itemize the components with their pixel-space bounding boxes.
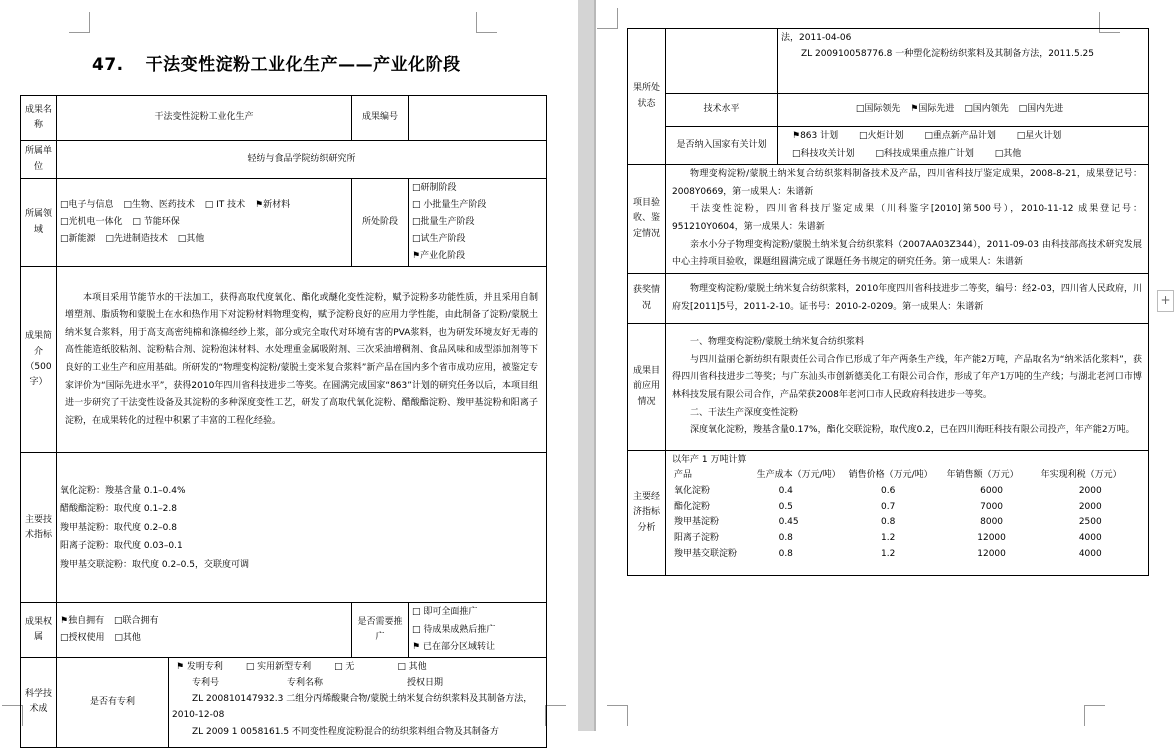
- econ-product: 氧化淀粉: [674, 485, 711, 496]
- rights-label: 成果权属: [21, 603, 57, 657]
- econ-sales: 8000: [980, 517, 1004, 528]
- tech-level-option[interactable]: □国内领先: [964, 104, 1009, 115]
- patent-entry: ZL 200910058776.8 一种塑化淀粉纺织浆料及其制备方法，2011.5.25: [801, 49, 1095, 60]
- achievement-table-left: [20, 95, 547, 748]
- econ-product: 酯化淀粉: [674, 501, 711, 512]
- econ-tax: 2500: [1078, 517, 1102, 528]
- econ-sales: 7000: [980, 501, 1004, 512]
- field-options: [57, 179, 352, 267]
- rights-options: [57, 603, 352, 657]
- award-text: 物理变构淀粉/蒙脱土纳米复合纺织浆料，2010年度四川省科技进步二等奖，编号：经2-03，四川省人民政府，川府发[2011]5号，2011-2-10。证书号：2010-2-0209。第一成果人：朱谱新: [666, 274, 1149, 324]
- econ-cost: 0.4: [778, 485, 793, 496]
- econ-tax: 2000: [1078, 485, 1102, 496]
- achievement-table-right: [627, 28, 1149, 576]
- econ-tax: 2000: [1078, 501, 1102, 512]
- sci-label: 科学技术成: [21, 657, 57, 747]
- patent-types: [172, 659, 543, 675]
- document-page-right: [596, 0, 1175, 731]
- crop-mark: [1084, 705, 1105, 726]
- stage-option[interactable]: □试生产阶段: [412, 234, 466, 245]
- stage-label: 所处阶段: [352, 179, 409, 267]
- econ-product: 羧甲基交联淀粉: [674, 548, 738, 559]
- plan-option[interactable]: □其他: [994, 148, 1022, 159]
- econ-price: 1.2: [881, 548, 896, 559]
- rights-option[interactable]: □联合拥有: [113, 616, 159, 627]
- stage-option[interactable]: □ 小批量生产阶段: [412, 200, 487, 211]
- verify-item: 亲水小分子物理变构淀粉/蒙脱土纳米复合纺织浆料（2007AA03Z344），2011-09-03 由科技部高技术研究发展中心主持项目验收，课题组圆满完成了课题任务书规定的研究任务。第一成果人：朱谱新: [672, 239, 1142, 268]
- econ-price: 0.6: [881, 485, 896, 496]
- econ-note: 以年产 1 万吨计算: [672, 455, 747, 465]
- field-option[interactable]: □ IT 技术: [204, 200, 246, 211]
- econ-sales: 12000: [977, 533, 1006, 544]
- tech-level-option[interactable]: □国内先进: [1018, 104, 1064, 115]
- crop-mark: [476, 12, 497, 33]
- econ-price: 0.7: [881, 501, 896, 512]
- spec-item: 羧甲基淀粉：取代度 0.2–0.8: [60, 522, 177, 533]
- patent-cont-line: 法，2011-04-06: [781, 33, 852, 43]
- patent-type-option[interactable]: □ 实用新型专利: [245, 661, 312, 672]
- field-option[interactable]: □ 节能环保: [132, 217, 180, 228]
- achievement-name: 干法变性淀粉工业化生产: [57, 96, 352, 141]
- unit-value: 轻纺与食品学院纺织研究所: [57, 141, 547, 179]
- rights-option[interactable]: ⚑独自拥有: [60, 616, 105, 627]
- title-text: 干法变性淀粉工业化生产——产业化阶段: [145, 55, 461, 75]
- promote-options: [409, 603, 547, 657]
- econ-row: [672, 531, 1142, 547]
- field-option[interactable]: □新能源: [60, 234, 96, 245]
- plan-options: [778, 127, 1149, 165]
- econ-tax: 4000: [1078, 533, 1102, 544]
- national-plan-label: 是否纳入国家有关计划: [666, 127, 778, 165]
- econ-cost: 0.8: [778, 533, 793, 544]
- verify-cell: [666, 165, 1149, 274]
- econ-row: [672, 484, 1142, 500]
- app-label: 成果目前应用情况: [628, 324, 666, 451]
- verify-label: 项目验收、鉴定情况: [628, 165, 666, 274]
- stage-options: [409, 179, 547, 267]
- field-label: 所属领域: [21, 179, 57, 267]
- patent-type-option[interactable]: □ 其他: [397, 661, 427, 672]
- econ-product: 阳离子淀粉: [674, 533, 720, 544]
- econ-row: [672, 547, 1142, 563]
- patent-header-date: 授权日期: [407, 677, 444, 688]
- econ-header-cell: 年销售额（万元）: [946, 470, 1019, 481]
- promote-label: 是否需要推广: [352, 603, 409, 657]
- document-page-left: [0, 0, 578, 737]
- rights-option[interactable]: □授权使用: [60, 633, 105, 644]
- patent-type-option[interactable]: □ 无: [334, 661, 355, 672]
- field-option[interactable]: □电子与信息: [60, 200, 114, 211]
- spec-label: 主要技术指标: [21, 453, 57, 603]
- plan-option[interactable]: ⚑863 计划: [792, 131, 839, 142]
- app-section-title: 二、干法生产深度变性淀粉: [690, 407, 799, 418]
- tech-level-options: [778, 94, 1149, 127]
- award-label: 获奖情况: [628, 274, 666, 324]
- field-option[interactable]: □先进制造技术: [105, 234, 168, 245]
- field-option[interactable]: □其他: [177, 234, 205, 245]
- spec-item: 氧化淀粉：羧基含量 0.1–0.4%: [60, 485, 186, 496]
- verify-item: 干法变性淀粉，四川省科技厅鉴定成果（川科鉴字[2010]第500号），2010-11-12 成果登记号：951210Y0604，第一成果人：朱谱新: [672, 204, 1142, 232]
- spec-item: 阳离子淀粉：取代度 0.03–0.1: [60, 541, 183, 552]
- econ-cost: 0.5: [778, 501, 793, 512]
- plan-option[interactable]: □火炬计划: [858, 131, 904, 142]
- crop-mark: [607, 705, 628, 726]
- econ-header-cell: 年实现利税（万元）: [1040, 470, 1122, 481]
- econ-row: [672, 500, 1142, 516]
- crop-mark: [545, 705, 566, 726]
- patent-entry: ZL 200810147932.3 二组分丙烯酸聚合物/蒙脱土纳米复合纺织浆料及其制备方法，2010-12-08: [172, 694, 533, 721]
- patent-header: [172, 675, 543, 691]
- econ-sales: 12000: [977, 548, 1006, 559]
- crop-mark: [69, 12, 90, 33]
- tech-level-option[interactable]: ⚑国际先进: [910, 104, 955, 115]
- plan-option[interactable]: □科技成果重点推广计划: [875, 148, 974, 159]
- spec-item: 醋酸酯淀粉：取代度 0.1–2.8: [60, 504, 177, 515]
- intro-text: 本项目采用节能节水的干法加工，获得高取代度氧化、酯化或醚化变性淀粉，赋予淀粉多功能性质，并且采用自制增塑剂、脂质物和蒙脱土在水和热作用下对淀粉材料物理变构，赋予淀粉良好的应用力学性能，由此制备了淀粉/蒙脱土纳米复合浆料，用于高支高密纯棉和涤棉经纱上浆，部分或完全取代对环境有害的PVA浆料，也为研发环境友好无毒的高性能造纸胶粘剂、淀粉粘合剂、淀粉泡沫材料、水处理重金属吸附剂、三次采油增稠剂、食品风味和成型添加剂等下良好的工业生产和应用基础。所研发的“物理变构淀粉/蒙脱土变米复合浆料”新产品在国内多个省市成功应用，被鉴定专家评价为“国际先进水平”，获得2010年四川省科技进步二等奖。在圆满完成国家“863”计划的研究任务以后，本项目组进一步研究了干法变性设备及其淀粉的多种深度变性工艺，研发了高取代氧化淀粉、醋酸酯淀粉、羧甲基淀粉和阳离子淀粉，在成果转化的过程中积累了丰富的工程化经验。: [57, 267, 547, 453]
- plan-option[interactable]: □科技攻关计划: [792, 148, 855, 159]
- title-number: 47.: [92, 55, 124, 75]
- achievement-no: [409, 96, 547, 141]
- econ-cost: 0.45: [778, 517, 799, 528]
- crop-mark: [597, 8, 618, 29]
- patent-cell: [169, 657, 547, 747]
- app-section-text: 与四川益丽仑新纺织有限责任公司合作已形成了年产两条生产线，年产能2万吨，产品取名为“纳米活化浆料”，获得四川省科技进步二等奖；与广东汕头市创新德美化工有限公司合作，形成了年产1万吨的生产线；与湖北老河口市博林科技发展有限公司合作，产品荣获2008年老河口市人民政府科技进步一等奖。: [672, 354, 1142, 400]
- patent-header-no: 专利号: [192, 677, 220, 688]
- econ-header-cell: 销售价格（万元/吨）: [848, 470, 933, 481]
- patent-type-option[interactable]: ⚑ 发明专利: [176, 661, 223, 672]
- patent-cont-cell: [778, 29, 1149, 94]
- econ-header-row: [672, 468, 1142, 484]
- patent-label: 是否有专利: [57, 657, 169, 747]
- stage-option[interactable]: □研制阶段: [412, 183, 457, 193]
- expand-tab-icon[interactable]: +: [1157, 290, 1174, 312]
- promote-option[interactable]: □ 即可全面推广: [412, 607, 478, 618]
- stage-option[interactable]: ⚑产业化阶段: [412, 251, 466, 262]
- document-title: [92, 50, 461, 75]
- econ-tax: 4000: [1078, 548, 1102, 559]
- intro-label: 成果简介（500字）: [21, 267, 57, 453]
- achievement-no-label: 成果编号: [352, 96, 409, 141]
- econ-product: 羧甲基淀粉: [674, 517, 720, 528]
- econ-header-cell: 产品: [674, 470, 693, 481]
- econ-header-group: [757, 468, 945, 484]
- econ-price: 0.8: [881, 517, 896, 528]
- spec-list: [57, 453, 547, 603]
- econ-sales: 6000: [980, 485, 1004, 496]
- patent-entry: ZL 2009 1 0058161.5 不同变性程度淀粉混合的纺织浆料组合物及其制备方: [192, 726, 499, 737]
- verify-item: 物理变构淀粉/蒙脱土纳米复合纺织浆料制备技术及产品，四川省科技厅鉴定成果，2008-8-21，成果登记号：2008Y0669，第一成果人：朱谱新: [672, 169, 1142, 197]
- field-option[interactable]: □生物、医药技术: [123, 200, 195, 211]
- econ-label: 主要经济指标分析: [628, 451, 666, 576]
- patent-cont-blank: [666, 29, 778, 94]
- stage-option[interactable]: □批量生产阶段: [412, 217, 475, 228]
- tech-level-label: 技术水平: [666, 94, 778, 127]
- econ-table: [672, 468, 1142, 563]
- patent-header-name: 专利名称: [287, 677, 324, 688]
- app-section-text: 深度氧化淀粉，羧基含量0.17%，酯化交联淀粉，取代度0.2，已在四川海旺科技有限公司投产，年产能2万吨。: [690, 425, 1135, 436]
- name-label: 成果名称: [21, 96, 57, 141]
- sci-label-cont: 果所处状态: [628, 29, 666, 165]
- tech-level-option[interactable]: □国际领先: [855, 104, 901, 115]
- econ-header-cell: 生产成本（万元/吨）: [756, 470, 841, 481]
- promote-option[interactable]: ⚑ 已在部分区域转让: [412, 641, 495, 652]
- app-cell: [666, 324, 1149, 451]
- econ-cost: 0.8: [778, 548, 793, 559]
- econ-row: [672, 515, 1142, 531]
- app-section-title: 一、物理变构淀粉/蒙脱土纳米复合纺织浆料: [690, 337, 865, 348]
- promote-option[interactable]: □ 待成果成熟后推广: [412, 624, 496, 635]
- econ-cell: [666, 451, 1149, 576]
- spec-item: 羧甲基交联淀粉：取代度 0.2–0.5，交联度可调: [60, 559, 249, 570]
- rights-option[interactable]: □其他: [114, 633, 141, 644]
- unit-label: 所属单位: [21, 141, 57, 179]
- field-option[interactable]: ⚑新材料: [255, 200, 291, 211]
- plan-option[interactable]: □星火计划: [1016, 131, 1062, 142]
- plan-option[interactable]: □重点新产品计划: [924, 131, 996, 142]
- econ-price: 1.2: [881, 533, 896, 544]
- field-option[interactable]: □光机电一体化: [60, 217, 123, 228]
